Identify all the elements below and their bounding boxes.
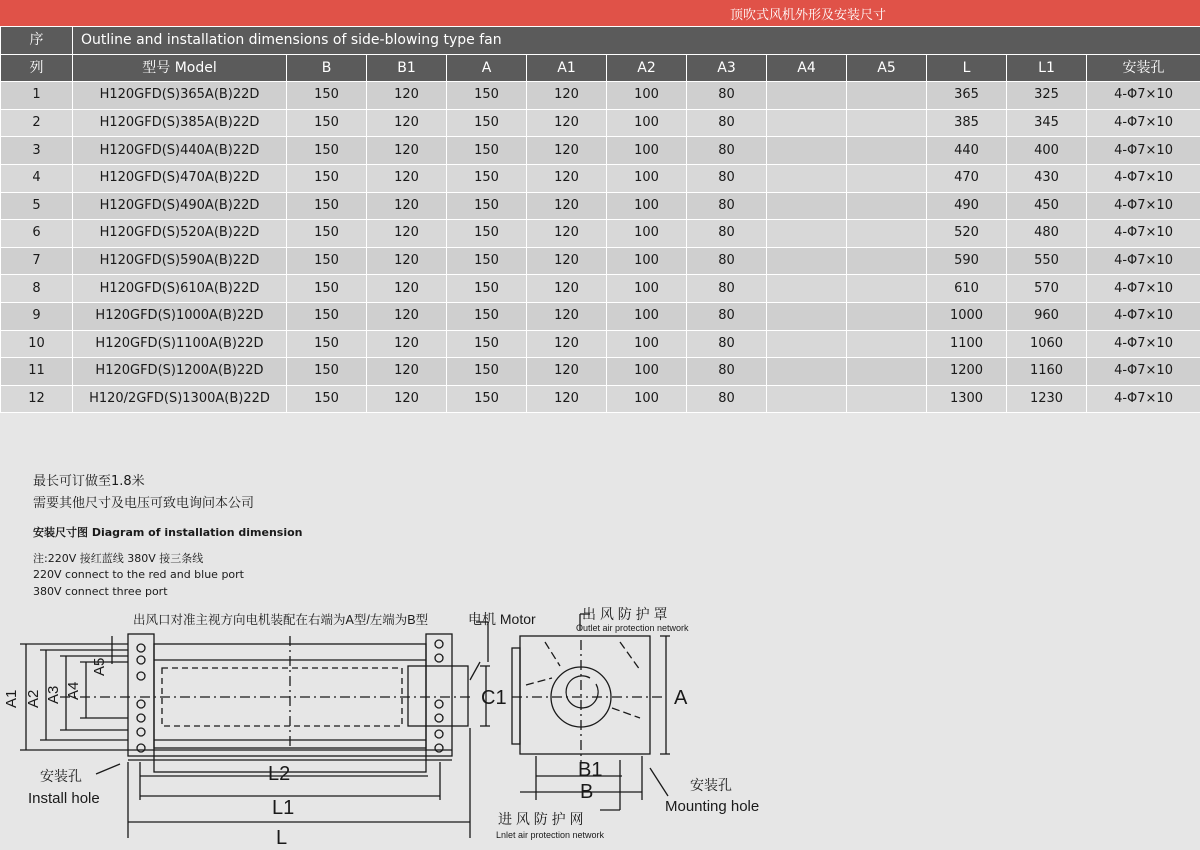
seq-header-bottom: 列	[1, 54, 73, 82]
table-cell: 8	[1, 275, 73, 303]
table-cell: 440	[927, 137, 1007, 165]
table-cell: 120	[367, 82, 447, 110]
table-row	[1, 275, 1200, 303]
table-cell: 100	[607, 220, 687, 248]
table-cell: 150	[447, 358, 527, 386]
table-cell: 480	[1007, 220, 1087, 248]
table-cell: 100	[607, 385, 687, 413]
table-cell: 80	[687, 302, 767, 330]
table-cell: 150	[447, 275, 527, 303]
table-cell: 100	[607, 330, 687, 358]
table-cell: 1	[1, 82, 73, 110]
table-cell: 960	[1007, 302, 1087, 330]
table-cell: 80	[687, 385, 767, 413]
table-cell: 4	[1, 164, 73, 192]
table-cell: 4-Φ7×10	[1087, 109, 1200, 137]
dim-C1: C1	[481, 687, 507, 709]
table-cell: 150	[447, 192, 527, 220]
table-cell: 400	[1007, 137, 1087, 165]
title-bar	[0, 0, 1200, 26]
dim-B1: B1	[578, 759, 603, 781]
max-length-note: 最长可订做至1.8米	[33, 474, 145, 489]
table-cell: 1160	[1007, 358, 1087, 386]
table-cell: 80	[687, 109, 767, 137]
table-cell: 570	[1007, 275, 1087, 303]
table-cell: 80	[687, 358, 767, 386]
table-cell: 150	[447, 164, 527, 192]
table-cell: 4-Φ7×10	[1087, 385, 1200, 413]
column-header: B1	[367, 54, 447, 82]
column-header: A4	[767, 54, 847, 82]
table-cell: 150	[447, 82, 527, 110]
table-cell: 7	[1, 247, 73, 275]
table-cell: 120	[367, 247, 447, 275]
table-cell: H120GFD(S)590A(B)22D	[73, 247, 287, 275]
table-cell	[847, 385, 927, 413]
install-hole-en: Install hole	[28, 790, 100, 807]
table-cell: 150	[447, 247, 527, 275]
table-cell: 6	[1, 220, 73, 248]
table-cell	[767, 192, 847, 220]
table-cell: 150	[287, 192, 367, 220]
table-cell: 120	[367, 330, 447, 358]
mounting-hole-cn: 安装孔	[690, 777, 732, 793]
page-title: 顶吹式风机外形及安装尺寸	[730, 8, 887, 23]
table-cell: 490	[927, 192, 1007, 220]
table-cell: 100	[607, 302, 687, 330]
table-cell: 100	[607, 275, 687, 303]
table-cell: 80	[687, 137, 767, 165]
dim-A2: A2	[25, 689, 42, 708]
table-cell: 120	[527, 302, 607, 330]
table-cell: 11	[1, 358, 73, 386]
table-header-row-2	[1, 54, 1200, 82]
table-cell: 80	[687, 82, 767, 110]
table-cell: 80	[687, 247, 767, 275]
table-cell	[767, 330, 847, 358]
table-cell: 4-Φ7×10	[1087, 137, 1200, 165]
table-row	[1, 220, 1200, 248]
table-cell: 80	[687, 330, 767, 358]
dim-A3: A3	[45, 685, 62, 704]
table-cell: 1200	[927, 358, 1007, 386]
table-cell: 120	[367, 220, 447, 248]
table-cell: 120	[367, 385, 447, 413]
table-cell: 120	[527, 82, 607, 110]
table-cell: 120	[527, 330, 607, 358]
table-cell: 100	[607, 82, 687, 110]
table-cell: H120GFD(S)520A(B)22D	[73, 220, 287, 248]
table-cell: 150	[287, 247, 367, 275]
table-row	[1, 192, 1200, 220]
table-row	[1, 358, 1200, 386]
table-cell: 150	[287, 302, 367, 330]
table-cell: 1100	[927, 330, 1007, 358]
table-cell: 150	[287, 109, 367, 137]
table-cell: 100	[607, 109, 687, 137]
table-cell: 470	[927, 164, 1007, 192]
dim-B: B	[580, 781, 594, 803]
table-cell: 150	[447, 330, 527, 358]
table-cell: 4-Φ7×10	[1087, 247, 1200, 275]
table-row	[1, 302, 1200, 330]
wiring-note-cn: 注:220V 接红蓝线 380V 接三条线	[33, 552, 204, 565]
motor-block	[408, 666, 468, 726]
column-header: A	[447, 54, 527, 82]
wiring-note-220: 220V connect to the red and blue port	[33, 568, 244, 581]
table-cell: 100	[607, 192, 687, 220]
table-cell: 1300	[927, 385, 1007, 413]
table-cell: 150	[447, 137, 527, 165]
table-cell: H120GFD(S)365A(B)22D	[73, 82, 287, 110]
table-cell: 3	[1, 137, 73, 165]
table-cell	[767, 385, 847, 413]
table-cell	[847, 164, 927, 192]
install-hole-cn: 安装孔	[40, 768, 82, 784]
table-cell: 80	[687, 164, 767, 192]
table-cell: 150	[287, 330, 367, 358]
table-cell: 120	[367, 275, 447, 303]
column-header: L1	[1007, 54, 1087, 82]
spec-table	[0, 26, 1200, 413]
table-cell	[767, 358, 847, 386]
table-cell	[767, 302, 847, 330]
table-cell: 120	[367, 109, 447, 137]
table-cell: 4-Φ7×10	[1087, 302, 1200, 330]
column-header: A2	[607, 54, 687, 82]
table-cell: 120	[367, 302, 447, 330]
table-cell: 150	[287, 164, 367, 192]
table-cell	[847, 137, 927, 165]
table-cell: 150	[447, 302, 527, 330]
table-cell: 590	[927, 247, 1007, 275]
table-cell: 80	[687, 220, 767, 248]
column-header: 型号 Model	[73, 54, 287, 82]
table-cell: 120	[527, 164, 607, 192]
table-cell: 1000	[927, 302, 1007, 330]
table-row	[1, 330, 1200, 358]
table-cell: H120GFD(S)470A(B)22D	[73, 164, 287, 192]
outlet-guard-en: Outlet air protection network	[576, 623, 689, 633]
side-view-housing	[520, 636, 650, 754]
column-header: L	[927, 54, 1007, 82]
table-cell: 365	[927, 82, 1007, 110]
table-cell: 12	[1, 385, 73, 413]
table-cell	[847, 330, 927, 358]
table-cell: 4-Φ7×10	[1087, 164, 1200, 192]
table-cell: 120	[527, 192, 607, 220]
table-cell: 4-Φ7×10	[1087, 192, 1200, 220]
table-row	[1, 82, 1200, 110]
table-cell: 120	[527, 385, 607, 413]
table-cell: 4-Φ7×10	[1087, 358, 1200, 386]
column-header: A5	[847, 54, 927, 82]
table-header-row-1	[1, 27, 1200, 55]
table-cell: 150	[287, 137, 367, 165]
table-cell	[767, 275, 847, 303]
table-cell: 80	[687, 192, 767, 220]
table-cell: 430	[1007, 164, 1087, 192]
table-cell: 345	[1007, 109, 1087, 137]
table-cell	[847, 192, 927, 220]
table-cell: 4-Φ7×10	[1087, 82, 1200, 110]
table-cell	[847, 358, 927, 386]
table-cell	[847, 247, 927, 275]
table-cell	[767, 220, 847, 248]
table-cell: 120	[527, 137, 607, 165]
table-cell: 100	[607, 164, 687, 192]
table-cell: 2	[1, 109, 73, 137]
table-cell	[847, 109, 927, 137]
inlet-guard-cn: 进 风 防 护 网	[498, 811, 584, 827]
table-cell: 10	[1, 330, 73, 358]
table-cell	[847, 302, 927, 330]
table-row	[1, 247, 1200, 275]
table-cell	[847, 220, 927, 248]
table-cell	[767, 109, 847, 137]
motor-label: 电机 Motor	[468, 611, 536, 627]
table-cell: H120GFD(S)490A(B)22D	[73, 192, 287, 220]
outlet-guard-cn: 出 风 防 护 罩	[582, 606, 668, 622]
table-cell: 150	[447, 385, 527, 413]
diagram-title: 安装尺寸图 Diagram of installation dimension	[33, 526, 303, 539]
table-cell: 4-Φ7×10	[1087, 275, 1200, 303]
table-cell: H120GFD(S)610A(B)22D	[73, 275, 287, 303]
table-cell: 120	[367, 137, 447, 165]
dim-L: L	[276, 827, 288, 849]
table-cell: 80	[687, 275, 767, 303]
table-cell: 120	[527, 247, 607, 275]
table-cell: 100	[607, 137, 687, 165]
table-cell	[767, 137, 847, 165]
outline-title: Outline and installation dimensions of side-blowing type fan	[73, 27, 1200, 55]
column-header: A1	[527, 54, 607, 82]
table-cell: 150	[287, 358, 367, 386]
table-cell	[847, 275, 927, 303]
table-cell: 120	[367, 358, 447, 386]
table-cell: 120	[527, 275, 607, 303]
dim-L1: L1	[272, 797, 295, 819]
dim-A4: A4	[65, 681, 82, 700]
table-cell: 1060	[1007, 330, 1087, 358]
table-cell: 5	[1, 192, 73, 220]
column-header: A3	[687, 54, 767, 82]
table-cell: 520	[927, 220, 1007, 248]
motor-leader	[470, 662, 480, 680]
table-cell: 100	[607, 247, 687, 275]
table-cell: 120	[527, 109, 607, 137]
dim-A1: A1	[3, 689, 20, 708]
table-cell: 120	[367, 164, 447, 192]
table-row	[1, 385, 1200, 413]
table-cell: 150	[447, 109, 527, 137]
table-cell: 150	[287, 220, 367, 248]
installation-diagram	[0, 600, 1200, 850]
table-cell: H120GFD(S)385A(B)22D	[73, 109, 287, 137]
column-header: 安装孔	[1087, 54, 1200, 82]
table-cell: 100	[607, 358, 687, 386]
table-cell: 120	[367, 192, 447, 220]
table-cell: 610	[927, 275, 1007, 303]
column-header: B	[287, 54, 367, 82]
table-cell: 150	[447, 220, 527, 248]
table-cell: 450	[1007, 192, 1087, 220]
table-cell	[767, 82, 847, 110]
table-cell: 9	[1, 302, 73, 330]
table-cell	[767, 164, 847, 192]
contact-note: 需要其他尺寸及电压可致电询问本公司	[33, 496, 255, 511]
table-row	[1, 137, 1200, 165]
table-cell: H120GFD(S)440A(B)22D	[73, 137, 287, 165]
table-cell	[767, 247, 847, 275]
wiring-note-380: 380V connect three port	[33, 585, 168, 598]
seq-header-top: 序	[1, 27, 73, 55]
table-cell: 1230	[1007, 385, 1087, 413]
table-row	[1, 109, 1200, 137]
table-cell: 150	[287, 275, 367, 303]
table-cell: H120/2GFD(S)1300A(B)22D	[73, 385, 287, 413]
mounting-hole-en: Mounting hole	[665, 798, 760, 815]
table-cell	[847, 82, 927, 110]
dim-A: A	[674, 687, 688, 709]
table-cell: 4-Φ7×10	[1087, 220, 1200, 248]
table-cell: 325	[1007, 82, 1087, 110]
table-cell: 150	[287, 82, 367, 110]
table-cell: H120GFD(S)1000A(B)22D	[73, 302, 287, 330]
table-cell: H120GFD(S)1200A(B)22D	[73, 358, 287, 386]
table-cell: 4-Φ7×10	[1087, 330, 1200, 358]
table-cell: 385	[927, 109, 1007, 137]
table-cell: 550	[1007, 247, 1087, 275]
table-cell: 120	[527, 220, 607, 248]
dim-L2: L2	[268, 763, 291, 785]
inlet-guard-en: Lnlet air protection network	[496, 830, 605, 840]
outlet-orientation-note: 出风口对准主视方向电机装配在右端为A型/左端为B型	[133, 613, 429, 627]
dim-A5: A5	[91, 657, 108, 676]
table-cell: H120GFD(S)1100A(B)22D	[73, 330, 287, 358]
table-cell: 120	[527, 358, 607, 386]
table-cell: 150	[287, 385, 367, 413]
table-row	[1, 164, 1200, 192]
